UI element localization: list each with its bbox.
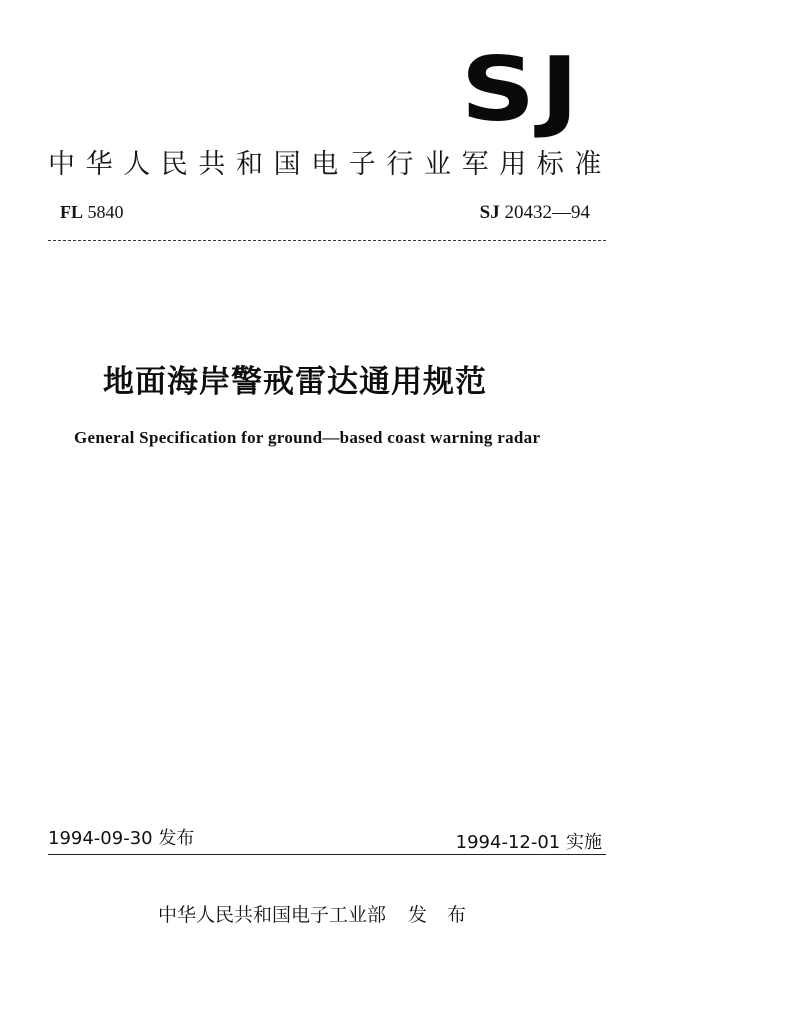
issuer-line bbox=[158, 900, 486, 927]
issuer-verb: 发布 bbox=[408, 904, 487, 926]
footer-divider bbox=[48, 854, 606, 855]
standard-category: 中华人民共和国电子行业军用标准 bbox=[48, 149, 612, 180]
issuer-organization: 中华人民共和国电子工业部 bbox=[158, 904, 387, 926]
publish-date: 1994-09-30 发布 bbox=[48, 828, 195, 849]
classification-code bbox=[60, 202, 124, 223]
sj-logo-text: SJ bbox=[460, 38, 584, 141]
header-divider bbox=[48, 240, 606, 241]
standard-prefix: SJ bbox=[479, 202, 500, 223]
title-english: General Specification for ground—based coast warning radar bbox=[74, 428, 541, 447]
standard-number bbox=[480, 202, 590, 224]
classification-prefix: FL bbox=[60, 202, 84, 222]
sj-logo bbox=[452, 38, 592, 141]
title-chinese: 地面海岸警戒雷达通用规范 bbox=[103, 364, 487, 400]
standard-number-value: 20432—94 bbox=[504, 202, 590, 223]
implement-date: 1994-12-01 实施 bbox=[455, 832, 602, 853]
classification-number: 5840 bbox=[87, 202, 124, 222]
